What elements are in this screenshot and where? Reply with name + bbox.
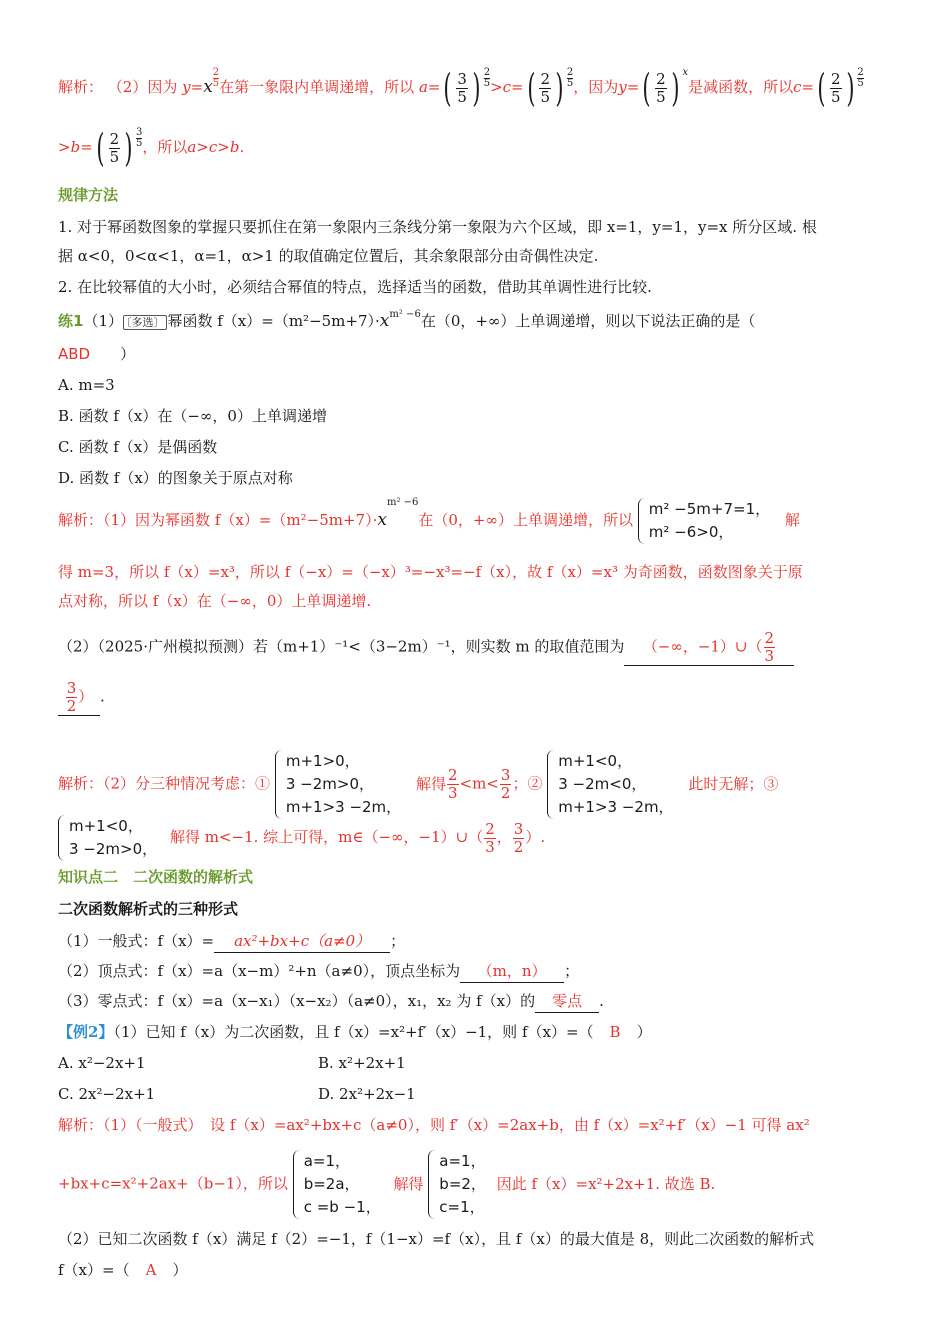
option-d: D. 函数 f（x）的图象关于原点对称 bbox=[58, 469, 293, 487]
example-2-q2-cont: f（x）=（ A ） bbox=[58, 1261, 188, 1279]
solution-4: 解析：（2）分三种情况考虑：① m+1>0， 3 −2m>0， m+1>3 −2m， 解得 $\frac{2}{3}$ <m< $\frac{3}{2}$ ；② m+1<0， 3 −2m<0， m+1>3 −2m， 此时无解；③ bbox=[58, 750, 778, 819]
example-2-option-c: C. 2x²−2x+1 bbox=[58, 1085, 156, 1103]
paren-fraction: ( $\frac{3}{5}$ ) bbox=[443, 66, 481, 110]
solution-5: 解析：（1）（一般式） 设 f（x）=ax²+bx+c（a≠0），则 f′（x）=2ax+b，由 f（x）=x²+f′（x）−1 可得 ax² bbox=[58, 1116, 810, 1134]
solution-line-1: 解析： （2）因为 y=x $\frac{2}{5}$ 在第一象限内单调递增，所以 a= ( $\frac{3}{5}$ ) $\frac{2}{5}$ >c= ( $\frac{2}{5}$ ) $\frac{2}{5}$ ，因为y= ( $\frac{2}{5}$ ) $^x$是减函数，所以c= ( $\frac{2}{5}$ ) $\frac{2}{5}$ bbox=[58, 66, 864, 110]
three-forms-heading: 二次函数解析式的三种形式 bbox=[58, 900, 239, 918]
option-b: B. 函数 f（x）在（−∞，0）上单调递增 bbox=[58, 407, 327, 425]
rule-1-cont: 据 α<0，0<α<1，α=1，α>1 的取值确定位置后，其余象限部分由奇偶性决定. bbox=[58, 247, 599, 265]
exercise-1-answer: ABD ） bbox=[58, 345, 136, 363]
solution-line-2: >b= ( $\frac{2}{5}$ ) $\frac{3}{5}$ ，所以a>c>b. bbox=[58, 126, 245, 170]
knowledge-point-2-heading: 知识点二 二次函数的解析式 bbox=[58, 868, 254, 886]
rule-2: 2. 在比较幂值的大小时，必须结合幂值的特点，选择适当的函数，借助其单调性进行比较. bbox=[58, 278, 652, 296]
solution-3-cont: 得 m=3，所以 f（x）=x³，所以 f（−x）=（−x）³=−x³=−f（x），故 f（x）=x³ 为奇函数，函数图象关于原 bbox=[58, 563, 803, 581]
equation-system: m² −5m+7=1， m² −6>0， bbox=[638, 498, 770, 544]
multi-choice-tag: 〔多选〕 bbox=[123, 315, 168, 330]
exponent-fraction: $\frac{2}{5}$ bbox=[212, 67, 220, 89]
option-c: C. 函数 f（x）是偶函数 bbox=[58, 438, 218, 456]
example-2-option-b: B. x²+2x+1 bbox=[318, 1054, 406, 1072]
solution-3-end: 点对称，所以 f（x）在（−∞，0）上单调递增. bbox=[58, 592, 372, 610]
exercise-1-q2: （2）（2025·广州模拟预测）若（m+1）⁻¹<（3−2m）⁻¹，则实数 m 的取值范围为 （−∞，−1）∪（ $\frac{2}{3}$ bbox=[58, 630, 794, 666]
form-vertex: （2）顶点式：f（x）=a（x−m）²+n（a≠0），顶点坐标为 （m，n） ； bbox=[58, 960, 579, 983]
example-2-question: 【例2】（1）已知 f（x）为二次函数，且 f（x）=x²+f′（x）−1，则 f（x）=（ B ） bbox=[58, 1023, 652, 1041]
solution-5-cont: +bx+c=x²+2ax+（b−1），所以 a=1， b=2a， c =b −1， 解得 a=1， b=2， c=1， 因此 f（x）=x²+2x+1. 故选 B. bbox=[58, 1150, 715, 1219]
exercise-1-question: 练1（1） 〔多选〕 幂函数 $f(x)=(m^2-5m+7)\cdot x^{m^2 -6}$在（0，+∞）上单调递增，则以下说法正确的是（ bbox=[58, 309, 756, 331]
rule-1: 1. 对于幂函数图象的掌握只要抓住在第一象限内三条线分第一象限为六个区域，即 x=1，y=1，y=x 所分区域. 根 bbox=[58, 218, 817, 236]
example-2-q2: （2）已知二次函数 f（x）满足 f（2）=−1，f（1−x）=f（x），且 f（x）的最大值是 8，则此二次函数的解析式 bbox=[58, 1230, 815, 1248]
form-zero: （3）零点式：f（x）=a（x−x₁）（x−x₂）（a≠0），x₁，x₂ 为 f（x）的 零点 . bbox=[58, 990, 604, 1013]
form-general: （1）一般式：f（x）= ax²+bx+c（a≠0） ； bbox=[58, 930, 405, 953]
example-2-option-d: D. 2x²+2x−1 bbox=[318, 1085, 416, 1103]
solution-3: 解析：（1）因为幂函数 $f(x)=(m^2-5m+7)\cdot x^{m^2 -6}$在（0，+∞）上单调递增，所以 m² −5m+7=1， m² −6>0， 解 bbox=[58, 498, 800, 544]
exercise-1-q2-cont: $\frac{3}{2}$ ） . bbox=[58, 680, 105, 716]
section-heading-guilv: 规律方法 bbox=[58, 186, 119, 204]
solution-4-cont: m+1<0， 3 −2m>0， 解得 m<−1. 综上可得，m∈（−∞，−1）∪（ $\frac{2}{3}$ ， $\frac{3}{2}$ ）. bbox=[58, 815, 545, 861]
example-2-option-a: A. x²−2x+1 bbox=[58, 1054, 146, 1072]
option-a: A. m=3 bbox=[58, 376, 115, 394]
